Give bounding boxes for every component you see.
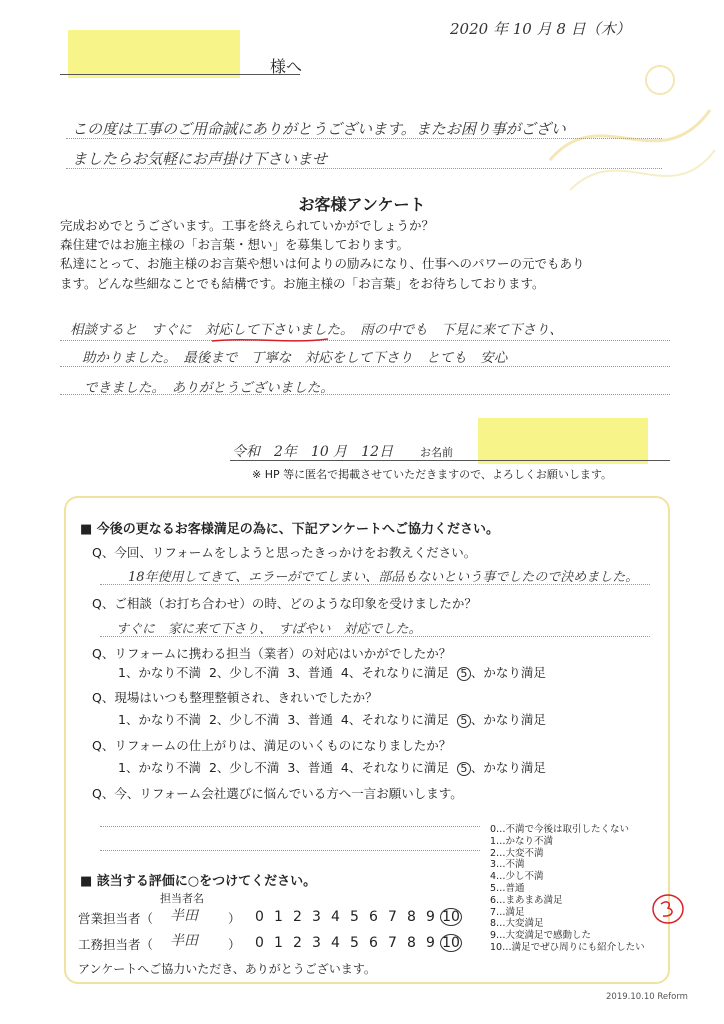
question-4: Q、現場はいつも整理整頓され、きれいでしたか？ bbox=[92, 690, 378, 705]
customer-comment-line3: できました。 ありがとうございました。 bbox=[84, 380, 334, 396]
comment-rule bbox=[60, 340, 670, 341]
rating-digit[interactable]: 1 bbox=[274, 909, 283, 925]
customer-comment-line2: 助かりました。 最後まで 丁寧な 対応をして下さり とても 安心 bbox=[82, 350, 508, 366]
anonymity-note: ※ HP 等に匿名で掲載させていただきますので、よろしくお願いします。 bbox=[252, 468, 613, 481]
question-6: Q、今、リフォーム会社選びに悩んでいる方へ一言お願いします。 bbox=[92, 786, 463, 801]
sales-close-paren: ） bbox=[228, 911, 241, 926]
legend-item: 3…不満 bbox=[490, 859, 525, 871]
answer-2: すぐに 家に来て下さり、 すばやい 対応でした。 bbox=[116, 622, 422, 637]
recipient-underline bbox=[60, 74, 300, 75]
signature-date: 令和 2年 10 月 12日 bbox=[232, 444, 393, 460]
question-3: Q、リフォームに携わる担当（業者）の対応はいかがでしたか？ bbox=[92, 646, 452, 661]
legend-item: 1…かなり不満 bbox=[490, 835, 554, 847]
scale-option[interactable]: 2、少し不満 bbox=[208, 760, 280, 775]
legend-item: 6…まあまあ満足 bbox=[490, 894, 563, 906]
selected-circle-mark: 5 bbox=[457, 667, 471, 681]
rating-legend bbox=[490, 824, 668, 954]
rating-digit-selected[interactable]: 10 bbox=[440, 934, 462, 952]
rating-digit[interactable]: 1 bbox=[274, 935, 283, 951]
scale-option[interactable]: 4、それなりに満足 bbox=[340, 712, 449, 727]
answer-1: 18年使用してきて、エラーがでてしまい、部品もないという事でしたので決めました。 bbox=[128, 570, 639, 585]
rating-scale-q5 bbox=[118, 758, 554, 776]
survey-title: お客様アンケート bbox=[298, 195, 426, 214]
thanks-text: アンケートへご協力いただき、ありがとうございます。 bbox=[78, 962, 376, 976]
rating-digit[interactable]: 2 bbox=[293, 935, 302, 951]
scale-option-label: 、かなり満足 bbox=[470, 760, 546, 775]
rating-scale-q3 bbox=[118, 663, 554, 681]
legend-item: 0…不満で今後は取引したくない bbox=[490, 824, 630, 835]
rating-heading: ■ 該当する評価に○をつけてください。 bbox=[80, 874, 317, 889]
rating-digit[interactable]: 0 bbox=[255, 909, 264, 925]
rating-digit[interactable]: 8 bbox=[407, 935, 416, 951]
rating-digit[interactable]: 6 bbox=[369, 909, 378, 925]
construction-close-paren: ） bbox=[228, 937, 241, 952]
construction-staff-label: 工務担当者（ bbox=[78, 937, 154, 952]
comment-rule bbox=[60, 366, 670, 367]
signature-underline bbox=[230, 460, 670, 461]
rating-digit[interactable]: 3 bbox=[312, 909, 321, 925]
selected-circle-mark: 5 bbox=[457, 714, 471, 728]
rating-digit[interactable]: 4 bbox=[331, 935, 340, 951]
rating-digit[interactable]: 3 bbox=[312, 935, 321, 951]
survey-intro bbox=[60, 216, 700, 293]
rating-digit[interactable]: 9 bbox=[426, 935, 435, 951]
rating-digit[interactable]: 4 bbox=[331, 909, 340, 925]
scale-option[interactable]: 2、少し不満 bbox=[208, 665, 280, 680]
staff-name-header: 担当者名 bbox=[160, 892, 204, 905]
intro-line: 完成おめでとうございます。工事を終えられていかがでしょうか？ bbox=[60, 218, 435, 233]
date-handwritten: 2020 年 10 月 8 日（木） bbox=[450, 20, 631, 38]
scale-option[interactable]: 1、かなり不満 bbox=[118, 760, 201, 775]
legend-item: 5…普通 bbox=[490, 882, 525, 894]
selected-circle-mark: 5 bbox=[457, 762, 471, 776]
recipient-name-redacted bbox=[68, 30, 240, 78]
question-5: Q、リフォームの仕上がりは、満足のいくものになりましたか？ bbox=[92, 738, 452, 753]
scale-option-selected[interactable] bbox=[457, 663, 546, 681]
scale-option[interactable]: 3、普通 bbox=[287, 760, 333, 775]
construction-rating-digits bbox=[250, 932, 462, 952]
scale-option-selected[interactable] bbox=[457, 758, 546, 776]
rating-digit[interactable]: 8 bbox=[407, 909, 416, 925]
question-2: Q、ご相談（お打ち合わせ）の時、どのような印象を受けましたか？ bbox=[92, 596, 477, 611]
legend-item: 8…大変満足 bbox=[490, 918, 544, 930]
scale-option[interactable]: 2、少し不満 bbox=[208, 712, 280, 727]
scale-option[interactable]: 4、それなりに満足 bbox=[340, 760, 449, 775]
rating-digit[interactable]: 9 bbox=[426, 909, 435, 925]
answer-rule bbox=[100, 850, 480, 851]
answer-rule bbox=[100, 826, 480, 827]
legend-item: 7…満足 bbox=[490, 906, 525, 918]
construction-staff-name: 半田 bbox=[170, 933, 198, 949]
legend-item: 4…少し不満 bbox=[490, 871, 544, 883]
scale-option[interactable]: 4、それなりに満足 bbox=[340, 665, 449, 680]
rating-digit[interactable]: 0 bbox=[255, 935, 264, 951]
scale-option-label: 、かなり満足 bbox=[470, 712, 546, 727]
sales-staff-name: 半田 bbox=[170, 908, 198, 924]
handwritten-message-line2: ましたらお気軽にお声掛け下さいませ bbox=[72, 150, 328, 168]
name-label: お名前 bbox=[420, 446, 453, 459]
legend-item: 10…満足でぜひ周りにも紹介したい bbox=[490, 941, 645, 953]
scale-option[interactable]: 3、普通 bbox=[287, 712, 333, 727]
intro-line: 私達にとって、お施主様のお言葉や想いは何よりの励みになり、仕事へのパワーの元でもあり bbox=[60, 256, 585, 272]
scale-option-selected[interactable] bbox=[457, 710, 546, 728]
sales-rating-digits bbox=[250, 906, 462, 926]
rating-digit[interactable]: 6 bbox=[369, 935, 378, 951]
rating-digit[interactable]: 5 bbox=[350, 909, 359, 925]
scale-option[interactable]: 1、かなり不満 bbox=[118, 665, 201, 680]
footer-version: 2019.10.10 Reform bbox=[606, 992, 688, 1002]
intro-line: 森住建ではお施主様の「お言葉・想い」を募集しております。 bbox=[60, 237, 410, 253]
intro-line: ます。どんな些細なことでも結構です。お施主様の「お言葉」をお待ちしております。 bbox=[60, 275, 545, 291]
rating-digit[interactable]: 7 bbox=[388, 935, 397, 951]
rating-digit[interactable]: 2 bbox=[293, 909, 302, 925]
recipient-suffix: 様へ bbox=[270, 57, 303, 76]
scale-option[interactable]: 1、かなり不満 bbox=[118, 712, 201, 727]
customer-name-redacted bbox=[478, 418, 648, 464]
rating-digit-selected[interactable]: 10 bbox=[440, 908, 462, 926]
legend-item: 9…大変満足で感動した bbox=[490, 930, 592, 942]
customer-comment-line1: 相談すると すぐに 対応して下さいました。 雨の中でも 下見に来て下さり、 bbox=[70, 322, 563, 338]
legend-item: 2…大変不満 bbox=[490, 847, 544, 859]
handwritten-message-line1: この度は工事のご用命誠にありがとうございます。またお困り事がござい bbox=[72, 120, 566, 138]
scale-option-label: 、かなり満足 bbox=[470, 665, 546, 680]
rating-digit[interactable]: 5 bbox=[350, 935, 359, 951]
sales-staff-label: 営業担当者（ bbox=[78, 911, 154, 926]
questionnaire-heading: ■ 今後の更なるお客様満足の為に、下記アンケートへご協力ください。 bbox=[80, 522, 500, 537]
rating-scale-q4 bbox=[118, 710, 554, 728]
scale-option[interactable]: 3、普通 bbox=[287, 665, 333, 680]
rating-digit[interactable]: 7 bbox=[388, 909, 397, 925]
question-1: Q、今回、リフォームをしようと思ったきっかけをお教えください。 bbox=[92, 545, 477, 560]
